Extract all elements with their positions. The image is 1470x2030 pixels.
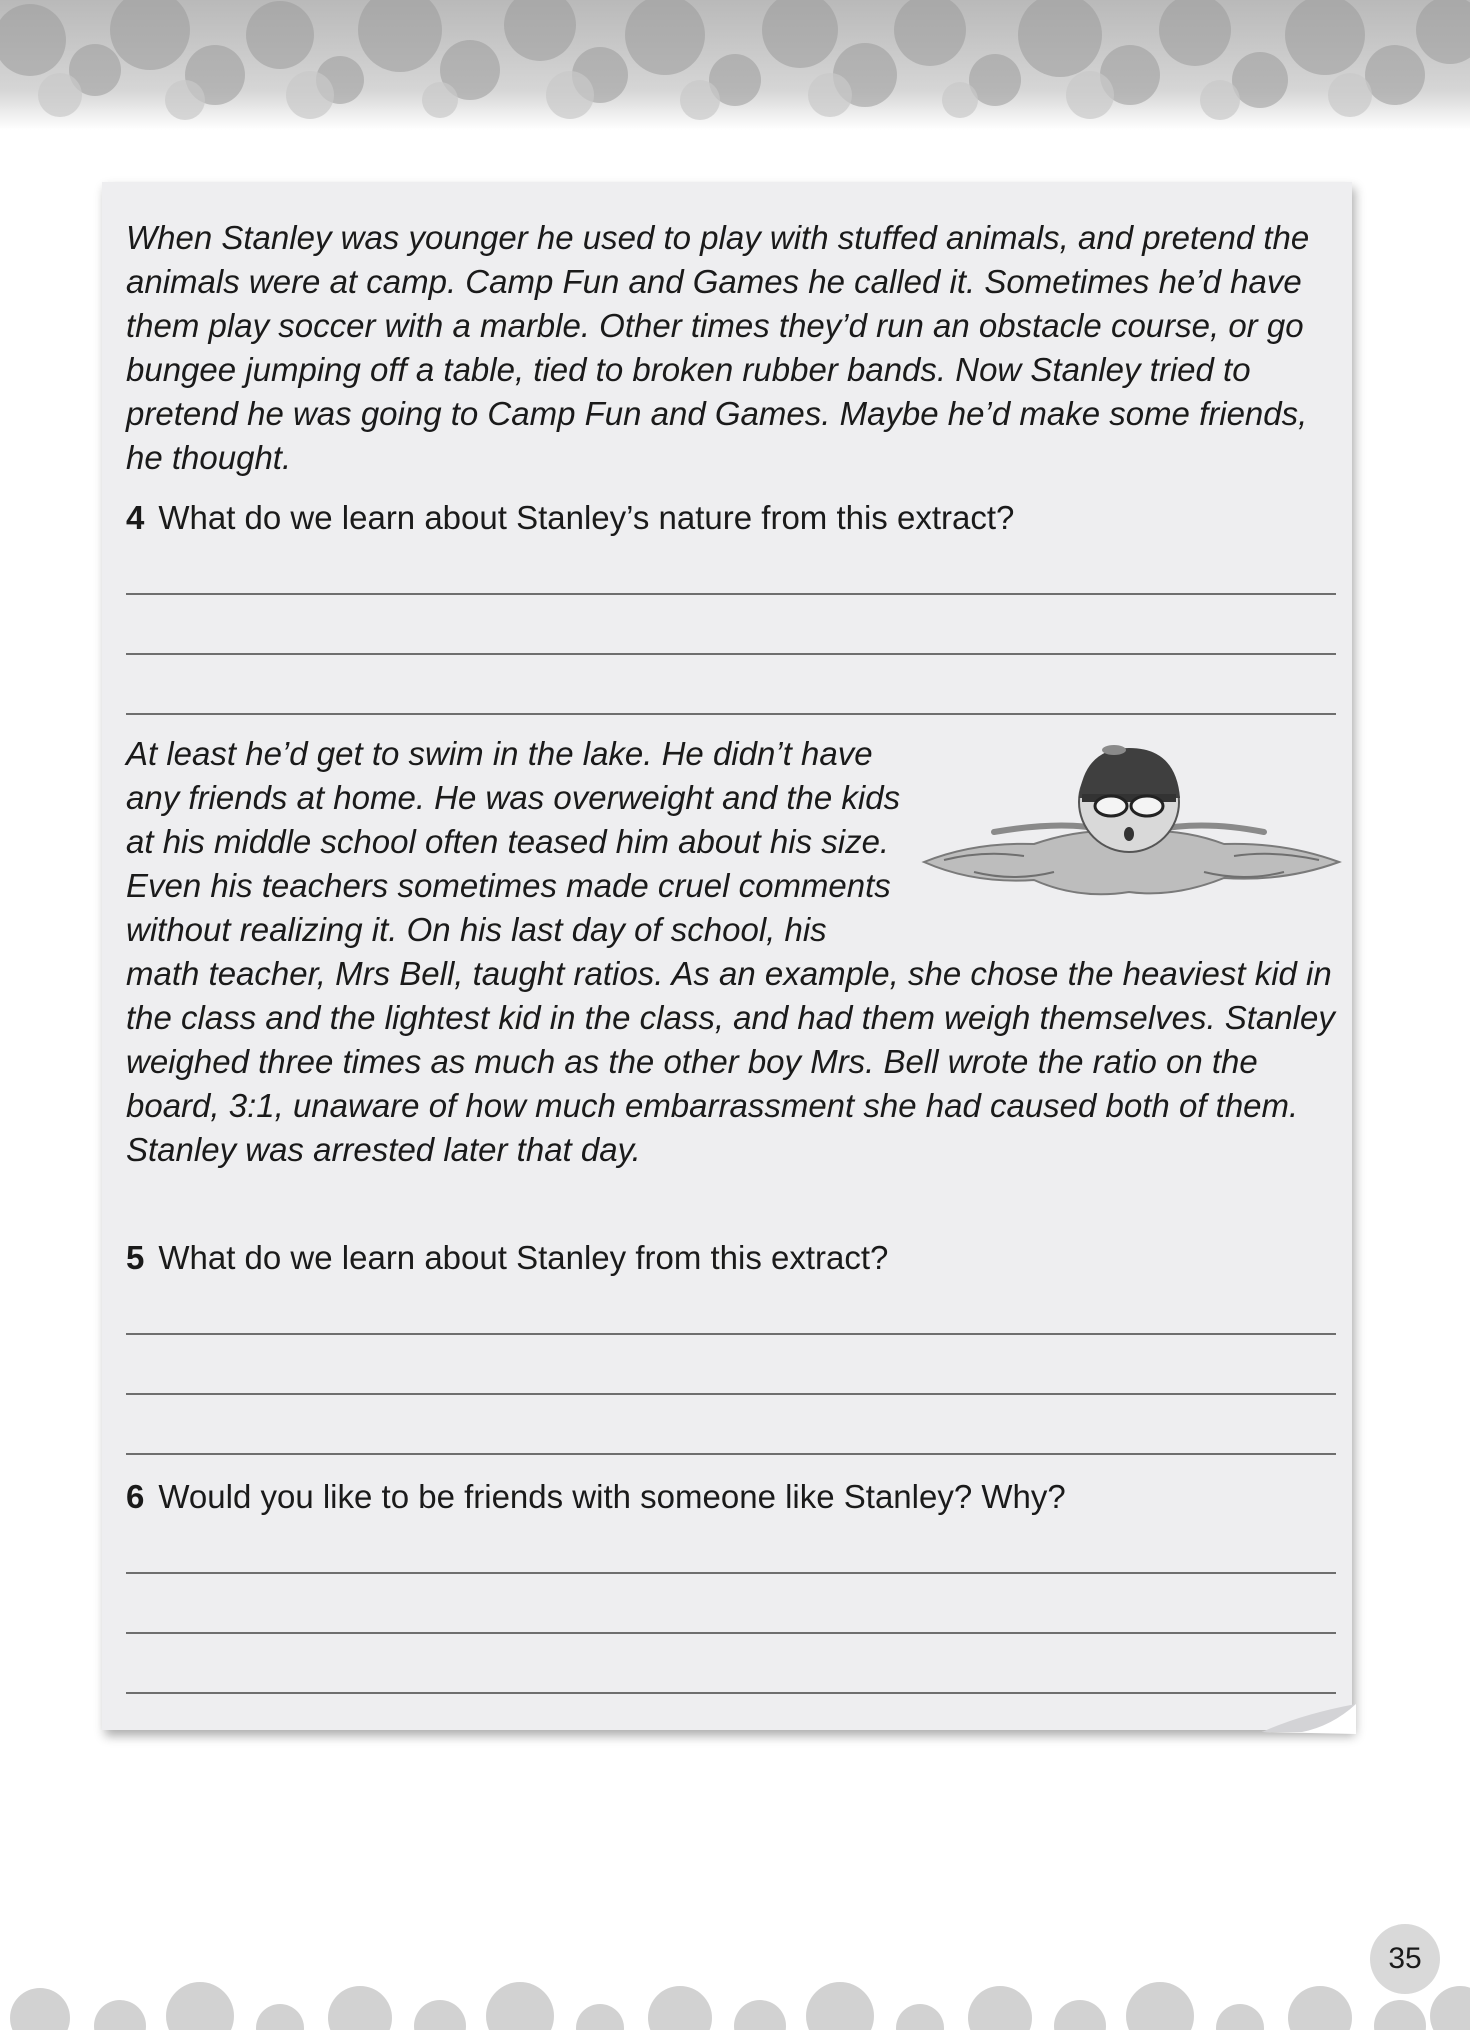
- answer-line[interactable]: [126, 1453, 1336, 1455]
- question-text: What do we learn about Stanley’s nature from this extract?: [158, 499, 1015, 536]
- page-number: 35: [1370, 1924, 1440, 1994]
- question-text: Would you like to be friends with someone like Stanley? Why?: [158, 1478, 1066, 1515]
- page-curl: [1262, 1704, 1356, 1734]
- answer-line[interactable]: [126, 593, 1336, 595]
- swimmer-illustration: [914, 732, 1344, 937]
- question-number: 4: [126, 499, 145, 536]
- answer-line[interactable]: [126, 1393, 1336, 1395]
- header-bubble-pattern: [0, 0, 1470, 130]
- question-6: [126, 1475, 1336, 1519]
- extract-passage-1: When Stanley was younger he used to play with stuffed animals, and pretend the animals were at camp. Camp Fun and Games he called it. Sometimes he’d have them play soccer with a marble. Other times they’d run an obstacle course, or go bungee jumping off a table, tied to broken rubber bands. Now Stanley tried to pretend he was going to Camp Fun and Games. Maybe he’d make some friends, he thought.: [126, 219, 1310, 476]
- answer-line[interactable]: [126, 1572, 1336, 1574]
- answer-line[interactable]: [126, 1333, 1336, 1335]
- answer-line[interactable]: [126, 1692, 1336, 1694]
- question-number: 5: [126, 1239, 145, 1276]
- question-text: What do we learn about Stanley from this extract?: [158, 1239, 889, 1276]
- extract-passage-2: At least he’d get to swim in the lake. He didn’t have any friends at home. He was overweight and the kids at his middle school often teased him about his size. Even his teachers sometimes made cruel comments without realizing it. On his last day of school, his math teacher, Mrs Bell, taught ratios. As an example, she chose the heaviest kid in the class and the lightest kid in the class, and had them weigh themselves. Stanley weighed three times as much as the other boy Mrs. Bell wrote the ratio on the board, 3:1, unaware of how much embarrassment she had caused both of them. Stanley was arrested later that day.: [126, 732, 1336, 1172]
- question-number: 6: [126, 1478, 145, 1515]
- footer-bubble-pattern: [0, 1968, 1470, 2030]
- answer-line[interactable]: [126, 653, 1336, 655]
- question-4: [126, 496, 1336, 540]
- answer-line[interactable]: [126, 1632, 1336, 1634]
- answer-line[interactable]: [126, 713, 1336, 715]
- question-5: [126, 1236, 1336, 1280]
